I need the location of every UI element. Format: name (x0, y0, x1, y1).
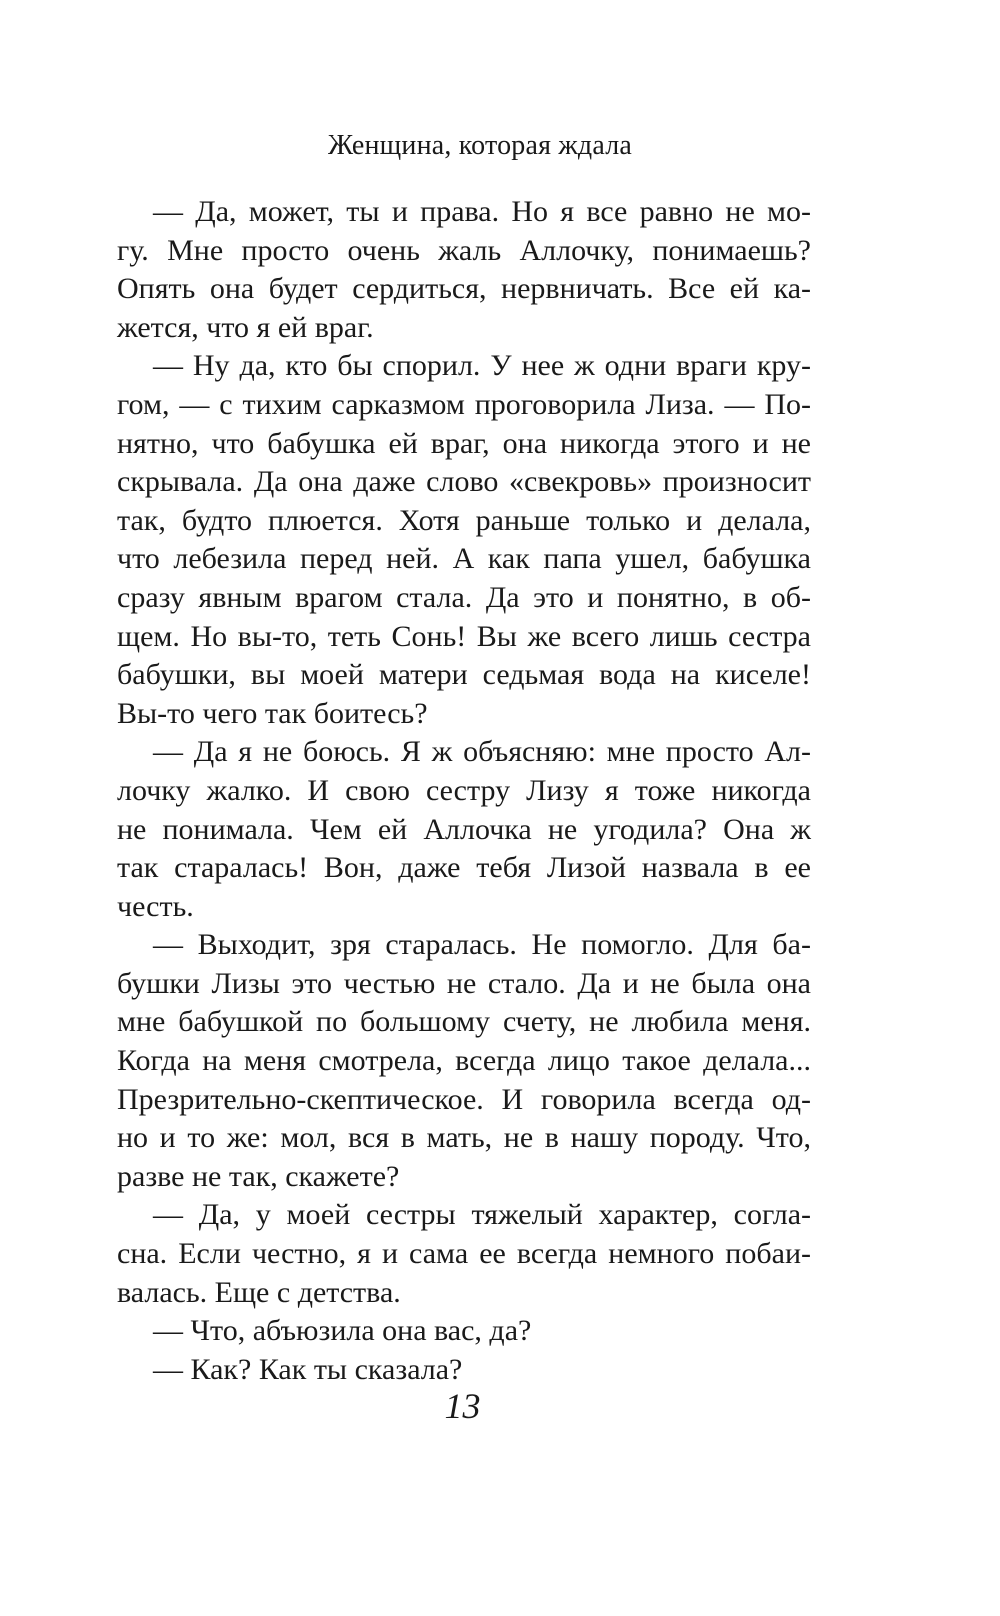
text-line: Вы-то чего так боитесь? (117, 696, 428, 730)
text-line: так старалась! Вон, даже тебя Лизой назвала в ее (117, 851, 811, 885)
text-line: честь. (117, 889, 194, 923)
text-line: — Выходит, зря старалась. Не помогло. Для ба- (153, 928, 811, 962)
text-line: мне бабушкой по большому счету, не любила меня. (117, 1005, 811, 1039)
text-line: Презрительно-скептическое. И говорила всегда од- (117, 1082, 811, 1116)
text-line: но и то же: мол, вся в мать, не в нашу породу. Что, (117, 1121, 811, 1155)
text-line: Когда на меня смотрела, всегда лицо такое делала... (117, 1044, 811, 1078)
text-line: валась. Еще с детства. (117, 1275, 401, 1309)
page-number: 13 (444, 1386, 481, 1426)
text-line: разве не так, скажете? (117, 1159, 400, 1193)
text-line: что лебезила перед ней. А как папа ушел, бабушка (117, 542, 811, 576)
text-line: гом, — с тихим сарказмом проговорила Лиза. — По- (117, 387, 811, 421)
text-line: Опять она будет сердиться, нервничать. Все ей ка- (117, 272, 811, 306)
text-line: бабушки, вы моей матери седьмая вода на киселе! (117, 658, 811, 692)
text-line: сна. Если честно, я и сама ее всегда немного побаи- (117, 1237, 811, 1271)
body-text (117, 193, 811, 1389)
text-line: — Да я не боюсь. Я ж объясняю: мне просто Ал- (153, 735, 811, 769)
text-line: не понимала. Чем ей Аллочка не угодила? Она ж (117, 812, 811, 846)
text-line: так, будто плюется. Хотя раньше только и делала, (117, 503, 811, 537)
running-head: Женщина, которая ждала (327, 130, 633, 161)
text-line: — Что, абъюзила она вас, да? (153, 1314, 532, 1348)
text-line: — Да, у моей сестры тяжелый характер, согла- (153, 1198, 811, 1232)
text-line: нятно, что бабушка ей враг, она никогда этого и не (117, 426, 811, 460)
text-line: сразу явным врагом стала. Да это и понятно, в об- (117, 580, 811, 614)
text-line: — Ну да, кто бы спорил. У нее ж одни враги кру- (153, 349, 811, 383)
text-line: щем. Но вы-то, теть Сонь! Вы же всего лишь сестра (117, 619, 811, 653)
text-line: бушки Лизы это честью не стало. Да и не была она (117, 966, 811, 1000)
text-line: — Да, может, ты и права. Но я все равно не мо- (153, 195, 811, 228)
text-line: жется, что я ей враг. (117, 310, 374, 344)
text-line: — Как? Как ты сказала? (153, 1352, 463, 1386)
text-line: лочку жалко. И свою сестру Лизу я тоже никогда (117, 773, 811, 807)
text-line: гу. Мне просто очень жаль Аллочку, понимаешь? (117, 233, 811, 267)
text-line: скрывала. Да она даже слово «свекровь» произносит (117, 465, 811, 499)
